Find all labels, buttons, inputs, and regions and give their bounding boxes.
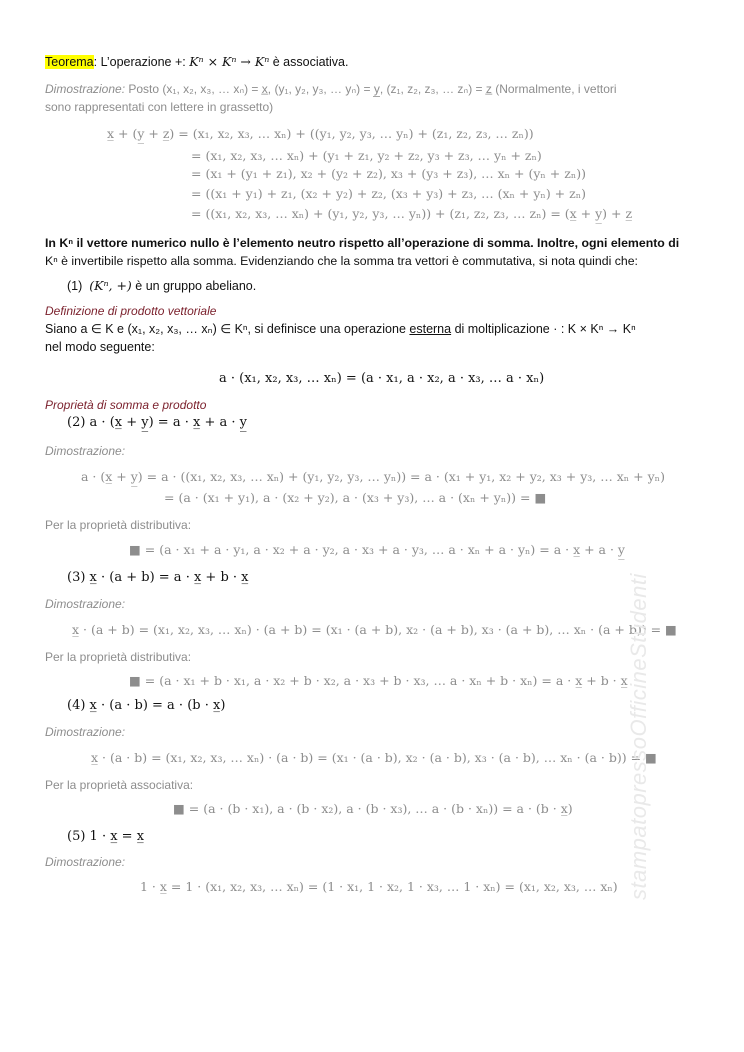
- definition-heading: Definizione di prodotto vettoriale: [45, 304, 217, 318]
- definition-line1-a: Siano a ∈ K e (x₁, x₂, x₃, … xₙ) ∈ Kⁿ, si definisce una operazione: [45, 322, 410, 336]
- proof1-eq4: = ((x₁ + y₁) + z₁, (x₂ + y₂) + z₂, (x₃ + y₃) + z₃, … (xₙ + yₙ) + zₙ): [191, 186, 587, 201]
- definition-line1-b: di moltiplicazione · : K × Kⁿ → Kⁿ: [451, 322, 636, 336]
- proof1-eq5: = ((x₁, x₂, x₃, … xₙ) + (y₁, y₂, y₃, … yₙ)) + (z₁, z₂, z₃, … zₙ) = (x̲ + y̲) + z̲: [191, 206, 633, 221]
- proof1-eq1: x̲ + (y̲ + z̲) = (x₁, x₂, x₃, … xₙ) + ((y₁, y₂, y₃, … yₙ) + (z₁, z₂, z₃, … zₙ)): [107, 126, 534, 141]
- property-2-eq1: a · (x̲ + y̲) = a · ((x₁, x₂, x₃, … xₙ) + (y₁, y₂, y₃, … yₙ)) = a · (x₁ + y₁, x₂ + y₂, x₃ + y₃, … xₙ + yₙ): [81, 469, 665, 484]
- property-3-dim-label: Dimostrazione:: [45, 597, 126, 611]
- theorem-statement-pre: : L’operazione +:: [93, 55, 190, 69]
- property-2: (2) a · (x̲ + y̲) = a · x̲ + a · y̲: [67, 415, 247, 430]
- property-2-dist-label: Per la proprietà distributiva:: [45, 518, 192, 532]
- proof1-text1: Posto (x₁, x₂, x₃, … xₙ) = x̲, (y₁, y₂, y₃, … yₙ) = y̲, (z₁, z₂, z₃, … zₙ) = z̲ (Normalmente, i vettori: [128, 82, 617, 96]
- definition-external-word: esterna: [409, 322, 452, 336]
- item1-number: (1): [67, 279, 83, 293]
- properties-heading: Proprietà di somma e prodotto: [45, 398, 207, 412]
- property-3-dist-label: Per la proprietà distributiva:: [45, 650, 192, 664]
- property-5: (5) 1 · x̲ = x̲: [67, 829, 145, 844]
- theorem-label: Teorema: [45, 55, 94, 69]
- property-3-eq2: ■ = (a · x₁ + b · x₁, a · x₂ + b · x₂, a · x₃ + b · x₃, … a · xₙ + b · xₙ) = a · x̲ + b · x̲: [129, 673, 628, 688]
- property-5-eq1: 1 · x̲ = 1 · (x₁, x₂, x₃, … xₙ) = (1 · x₁, 1 · x₂, 1 · x₃, … 1 · xₙ) = (x₁, x₂, x₃, … xₙ): [140, 879, 618, 894]
- proof1-eq2: = (x₁, x₂, x₃, … xₙ) + (y₁ + z₁, y₂ + z₂, y₃ + z₃, … yₙ + zₙ): [191, 148, 542, 163]
- item1-math: (Kⁿ, +): [89, 278, 132, 293]
- item1-text: è un gruppo abeliano.: [131, 279, 257, 293]
- theorem-line: [45, 54, 348, 70]
- property-3: (3) x̲ · (a + b) = a · x̲ + b · x̲: [67, 570, 249, 585]
- watermark-text: stampatopressoOfficineStudenti: [626, 573, 651, 900]
- item-1: [67, 278, 256, 294]
- definition-formula: a · (x₁, x₂, x₃, … xₙ) = (a · x₁, a · x₂, a · x₃, … a · xₙ): [219, 371, 545, 386]
- property-3-eq1: x̲ · (a + b) = (x₁, x₂, x₃, … xₙ) · (a + b) = (x₁ · (a + b), x₂ · (a + b), x₃ · (a + b), … xₙ · (a + b)) = ■: [72, 622, 677, 637]
- definition-line1: [45, 321, 636, 337]
- proof1-line1: [45, 81, 617, 97]
- property-4-eq1: x̲ · (a · b) = (x₁, x₂, x₃, … xₙ) · (a · b) = (x₁ · (a · b), x₂ · (a · b), x₃ · (a · b), … xₙ · (a · b)) = ■: [91, 750, 657, 765]
- property-5-dim-label: Dimostrazione:: [45, 855, 126, 869]
- property-4: (4) x̲ · (a · b) = a · (b · x̲): [67, 698, 226, 713]
- property-4-assoc-label: Per la proprietà associativa:: [45, 778, 194, 792]
- property-2-dim-label: Dimostrazione:: [45, 444, 126, 458]
- property-4-eq2: ■ = (a · (b · x₁), a · (b · x₂), a · (b · x₃), … a · (b · xₙ)) = a · (b · x̲): [173, 801, 573, 816]
- proof1-eq3: = (x₁ + (y₁ + z₁), x₂ + (y₂ + z₂), x₃ + (y₃ + z₃), … xₙ + (yₙ + zₙ)): [191, 166, 587, 181]
- property-4-dim-label: Dimostrazione:: [45, 725, 126, 739]
- proof1-label: Dimostrazione:: [45, 82, 126, 96]
- property-2-eq3: ■ = (a · x₁ + a · y₁, a · x₂ + a · y₂, a · x₃ + a · y₃, … a · xₙ + a · yₙ) = a · x̲ + a · y̲: [129, 542, 625, 557]
- theorem-statement-math: Kⁿ × Kⁿ → Kⁿ: [189, 54, 270, 69]
- property-2-eq2: = (a · (x₁ + y₁), a · (x₂ + y₂), a · (x₃ + y₃), … a · (xₙ + yₙ)) = ■: [164, 490, 547, 505]
- definition-line2: nel modo seguente:: [45, 340, 155, 354]
- intro-line2: Kⁿ è invertibile rispetto alla somma. Evidenziando che la somma tra vettori è commutativa, si nota quindi che:: [45, 254, 638, 268]
- intro-line1: In Kⁿ il vettore numerico nullo è l’elemento neutro rispetto all’operazione di somma. Inoltre, ogni elemento di: [45, 236, 680, 250]
- theorem-statement-post: è associativa.: [269, 55, 349, 69]
- proof1-line2: sono rappresentati con lettere in grassetto): [45, 100, 274, 114]
